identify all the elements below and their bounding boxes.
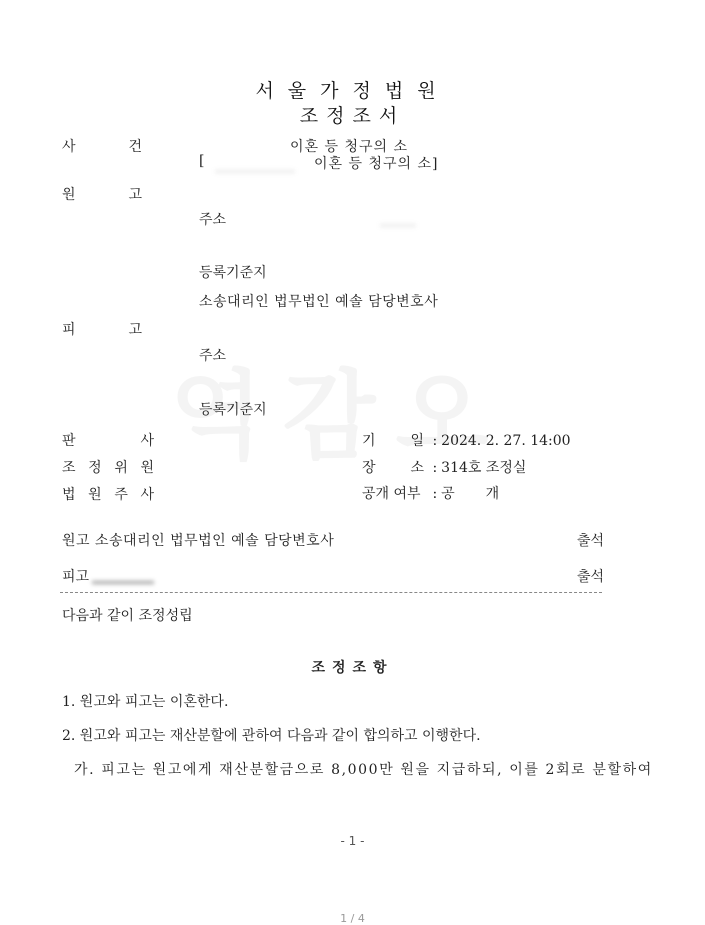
plaintiff-label: 원 고 xyxy=(62,187,142,203)
plaintiff-registered-label: 등록기준지 xyxy=(199,265,267,281)
attendance-status-plaintiff: 출석 xyxy=(577,533,605,549)
place-value: 314호 조정실 xyxy=(441,460,527,476)
date-value: 2024. 2. 27. 14:00 xyxy=(441,433,571,449)
clerk-label: 법 원 주 사 xyxy=(62,487,154,503)
place-label: 장 소 xyxy=(362,460,424,476)
defendant-label: 피 고 xyxy=(62,322,142,338)
public-label: 공개 여부 xyxy=(362,486,421,502)
term-item-2-ga: 가. 피고는 원고에게 재산분할금으로 8,000만 원을 지급하되, 이를 2회로 분할하여 xyxy=(74,762,653,778)
public-value: 공 개 xyxy=(441,486,500,502)
date-label: 기 일 xyxy=(362,433,424,449)
page-count: 1 / 4 xyxy=(340,912,365,925)
case-subtitle-bracket: [ xyxy=(199,153,205,169)
case-subtitle: 이혼 등 청구의 소] xyxy=(314,156,439,172)
plaintiff-counsel: 소송대리인 법무법인 예솔 담당변호사 xyxy=(199,294,439,310)
case-label: 사 건 xyxy=(62,139,142,155)
attendance-status-defendant: 출석 xyxy=(577,569,605,585)
page-number: - 1 - xyxy=(340,834,365,848)
judge-label: 판 사 xyxy=(62,433,154,449)
term-item-1: 1. 원고와 피고는 이혼한다. xyxy=(62,694,229,710)
attendance-party-defendant: 피고 xyxy=(62,569,90,585)
court-name: 서울가정법원 xyxy=(255,80,450,102)
public-row: 공개 여부 : 공 개 xyxy=(362,483,499,503)
redacted-defendant-name xyxy=(92,572,154,591)
defendant-address-label: 주소 xyxy=(199,348,227,364)
redacted-case-number xyxy=(215,161,295,180)
mediation-result: 다음과 같이 조정성립 xyxy=(62,608,193,624)
mediator-label: 조 정 위 원 xyxy=(62,460,154,476)
attendance-party-plaintiff: 원고 소송대리인 법무법인 예솔 담당변호사 xyxy=(62,533,335,549)
plaintiff-address-label: 주소 xyxy=(199,212,227,228)
document-title: 조정조서 xyxy=(299,105,406,127)
defendant-registered-label: 등록기준지 xyxy=(199,402,267,418)
redacted-plaintiff-address xyxy=(380,215,416,234)
date-row: 기 일 : 2024. 2. 27. 14:00 xyxy=(362,430,571,450)
place-row: 장 소 : 314호 조정실 xyxy=(362,457,526,477)
separator-line xyxy=(60,592,602,593)
terms-heading: 조정조항 xyxy=(311,660,394,676)
case-title: 이혼 등 청구의 소 xyxy=(290,139,409,155)
term-item-2: 2. 원고와 피고는 재산분할에 관하여 다음과 같이 합의하고 이행한다. xyxy=(62,728,481,744)
